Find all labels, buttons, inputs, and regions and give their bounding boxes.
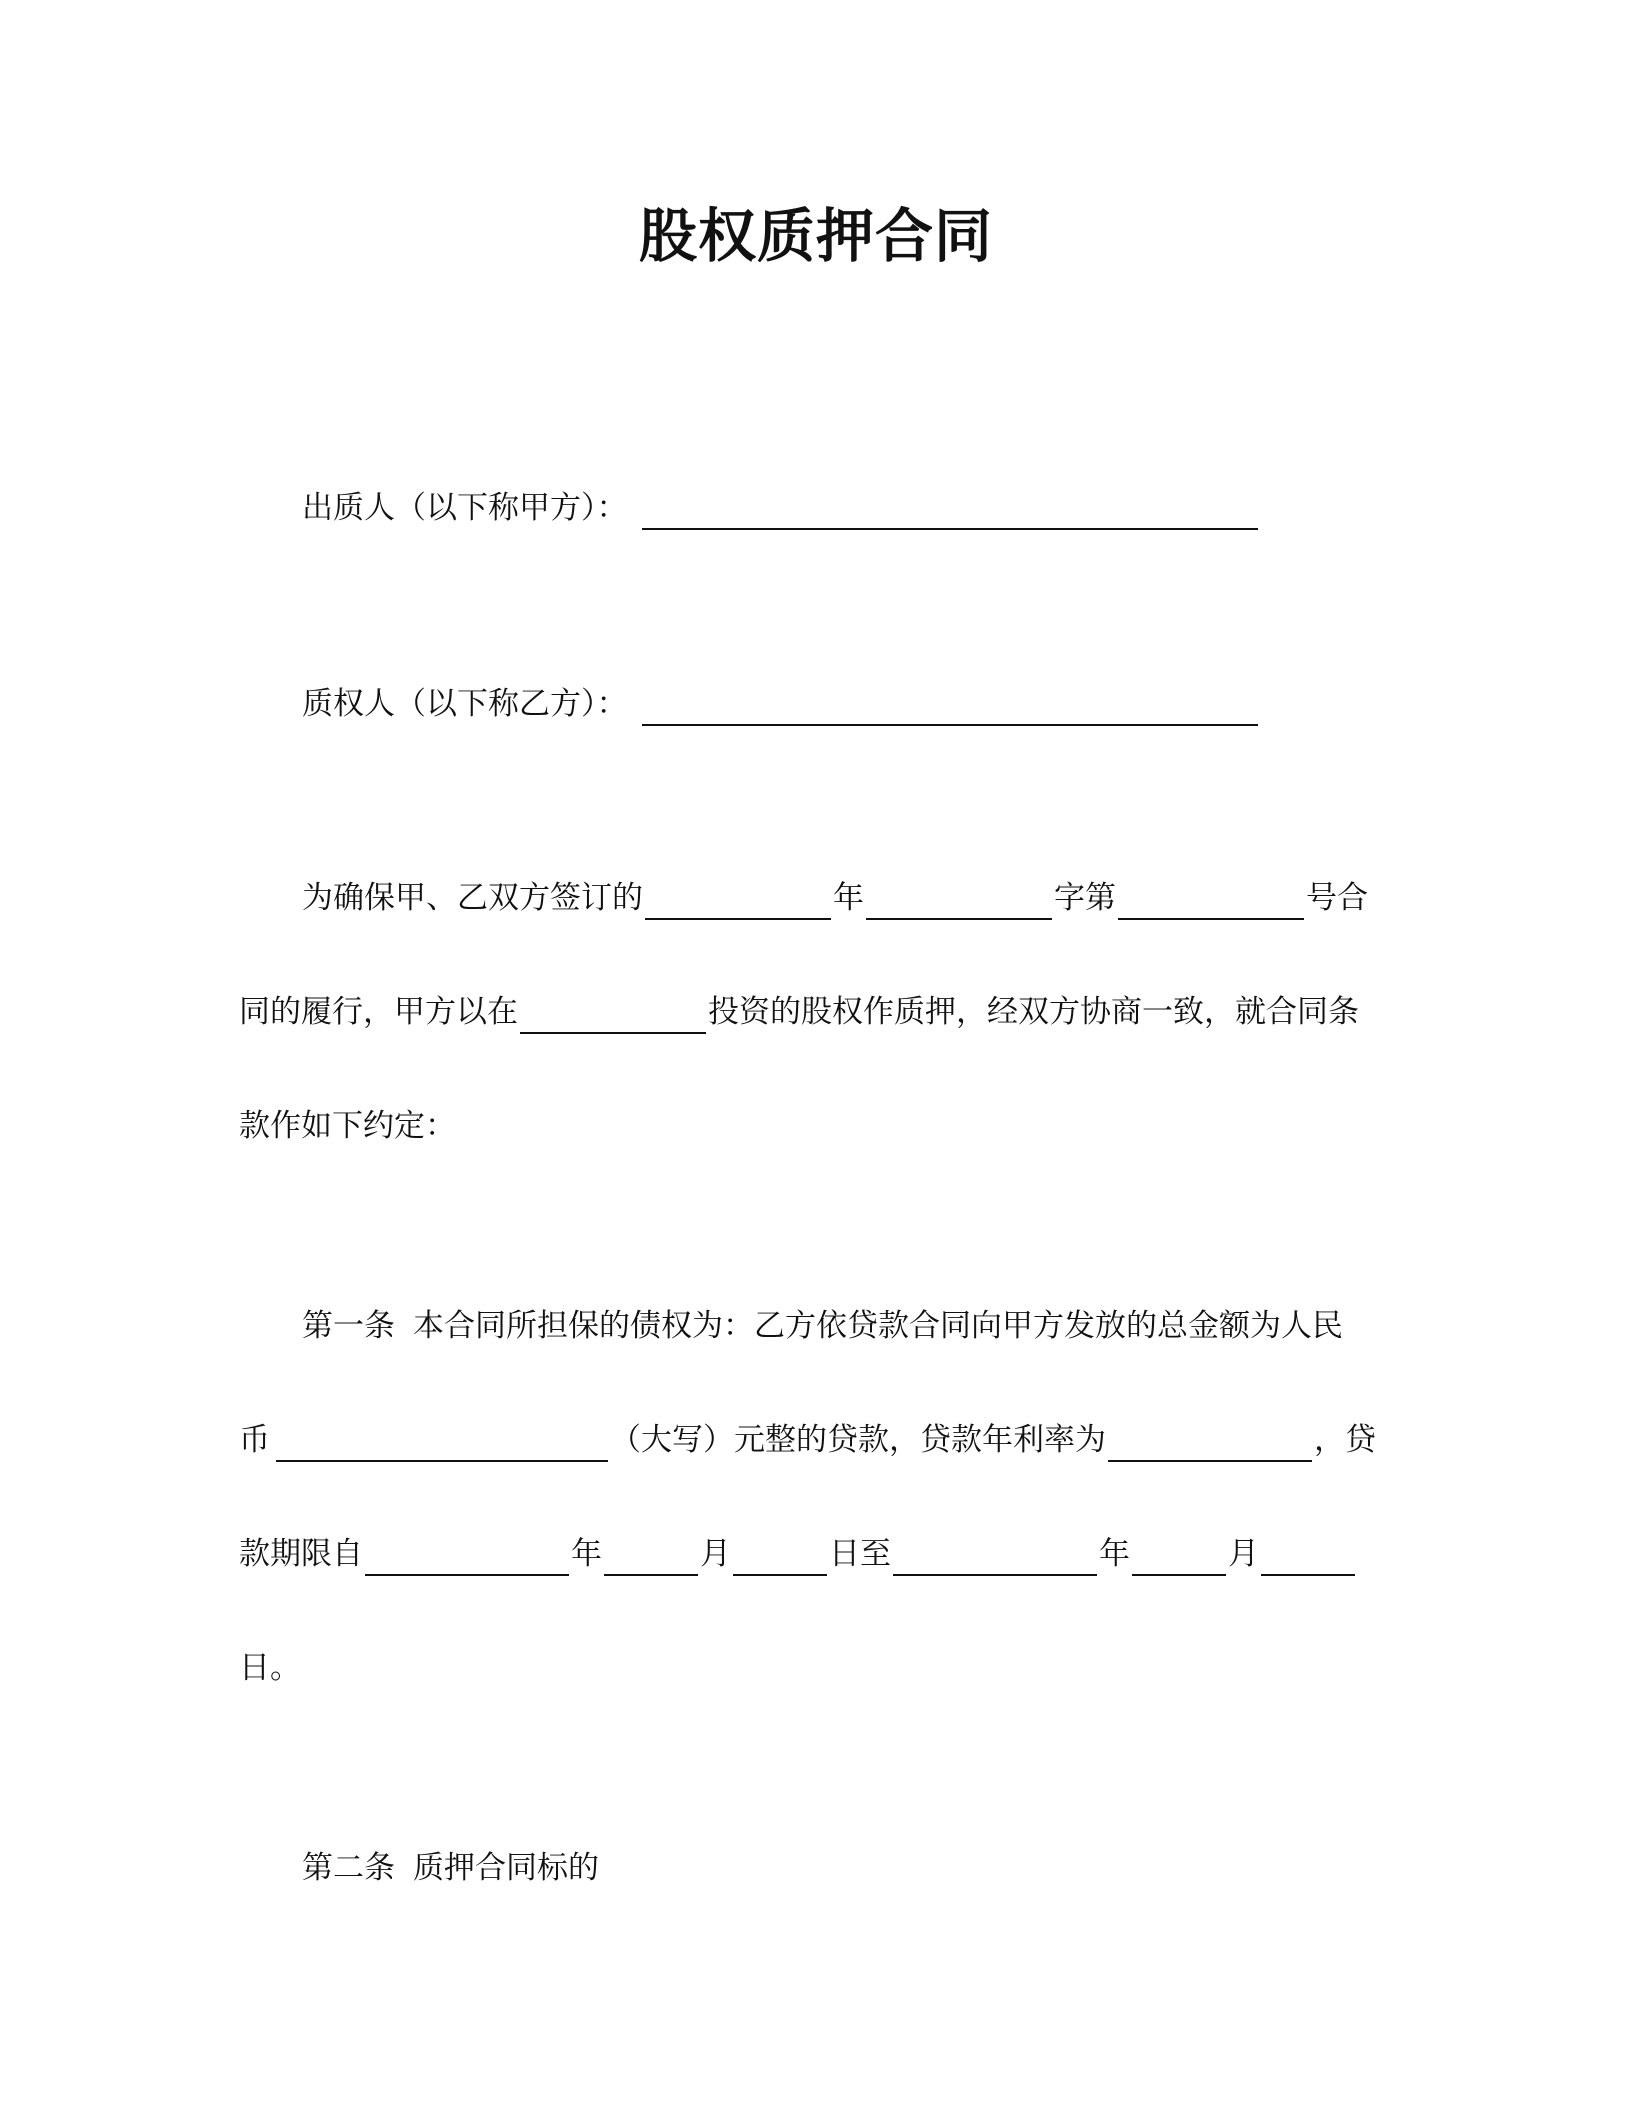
article-2-heading: 第二条 (302, 1850, 395, 1886)
start-year-blank[interactable] (365, 1538, 569, 1576)
contract-number-blank[interactable] (1118, 882, 1304, 920)
intro-text: 号合 (1306, 880, 1368, 916)
intro-line-2 (239, 990, 1359, 1034)
party-b-label: 质权人（以下称乙方）： (302, 686, 628, 722)
intro-text: 投资的股权作质押，经双方协商一致，就合同条 (708, 994, 1359, 1030)
article-1-text: 年 (1099, 1536, 1130, 1572)
intro-text: 为确保甲、乙双方签订的 (302, 880, 643, 916)
article-1-text: ，贷 (1314, 1422, 1376, 1458)
intro-line-3 (239, 1104, 456, 1148)
intro-text: 款作如下约定： (239, 1108, 456, 1144)
party-b-blank[interactable] (642, 688, 1258, 726)
article-2-line (302, 1846, 599, 1890)
end-year-blank[interactable] (893, 1538, 1097, 1576)
party-a-label: 出质人（以下称甲方）： (302, 490, 628, 526)
intro-line-1 (302, 876, 1368, 920)
end-month-blank[interactable] (1132, 1538, 1226, 1576)
contract-prefix-blank[interactable] (866, 882, 1052, 920)
article-1-text: 年 (571, 1536, 602, 1572)
article-1-line-1 (302, 1304, 1343, 1348)
article-1-text: 日。 (239, 1650, 301, 1686)
document-title: 股权质押合同 (638, 202, 993, 270)
article-1-text: 日至 (829, 1536, 891, 1572)
party-a-line (302, 486, 1260, 530)
end-day-blank[interactable] (1261, 1538, 1355, 1576)
article-1-text: 款期限自 (239, 1536, 363, 1572)
start-month-blank[interactable] (604, 1538, 698, 1576)
article-1-text: （大写）元整的贷款，贷款年利率为 (610, 1422, 1106, 1458)
intro-text: 年 (833, 880, 864, 916)
article-1-line-3 (239, 1532, 1357, 1576)
intro-text: 同的履行，甲方以在 (239, 994, 518, 1030)
article-1-text: 本合同所担保的债权为：乙方依贷款合同向甲方发放的总金额为人民 (413, 1308, 1343, 1344)
article-1-line-4 (239, 1646, 301, 1690)
party-b-line (302, 682, 1260, 726)
article-1-line-2 (239, 1418, 1376, 1462)
article-1-text: 月 (700, 1536, 731, 1572)
loan-amount-blank[interactable] (276, 1424, 608, 1462)
intro-text: 字第 (1054, 880, 1116, 916)
article-1-text: 币 (239, 1422, 270, 1458)
article-2-text: 质押合同标的 (413, 1850, 599, 1886)
party-a-blank[interactable] (642, 492, 1258, 530)
contract-year-blank[interactable] (645, 882, 831, 920)
interest-rate-blank[interactable] (1108, 1424, 1312, 1462)
article-1-heading: 第一条 (302, 1308, 395, 1344)
start-day-blank[interactable] (733, 1538, 827, 1576)
article-1-text: 月 (1228, 1536, 1259, 1572)
invested-company-blank[interactable] (520, 996, 706, 1034)
